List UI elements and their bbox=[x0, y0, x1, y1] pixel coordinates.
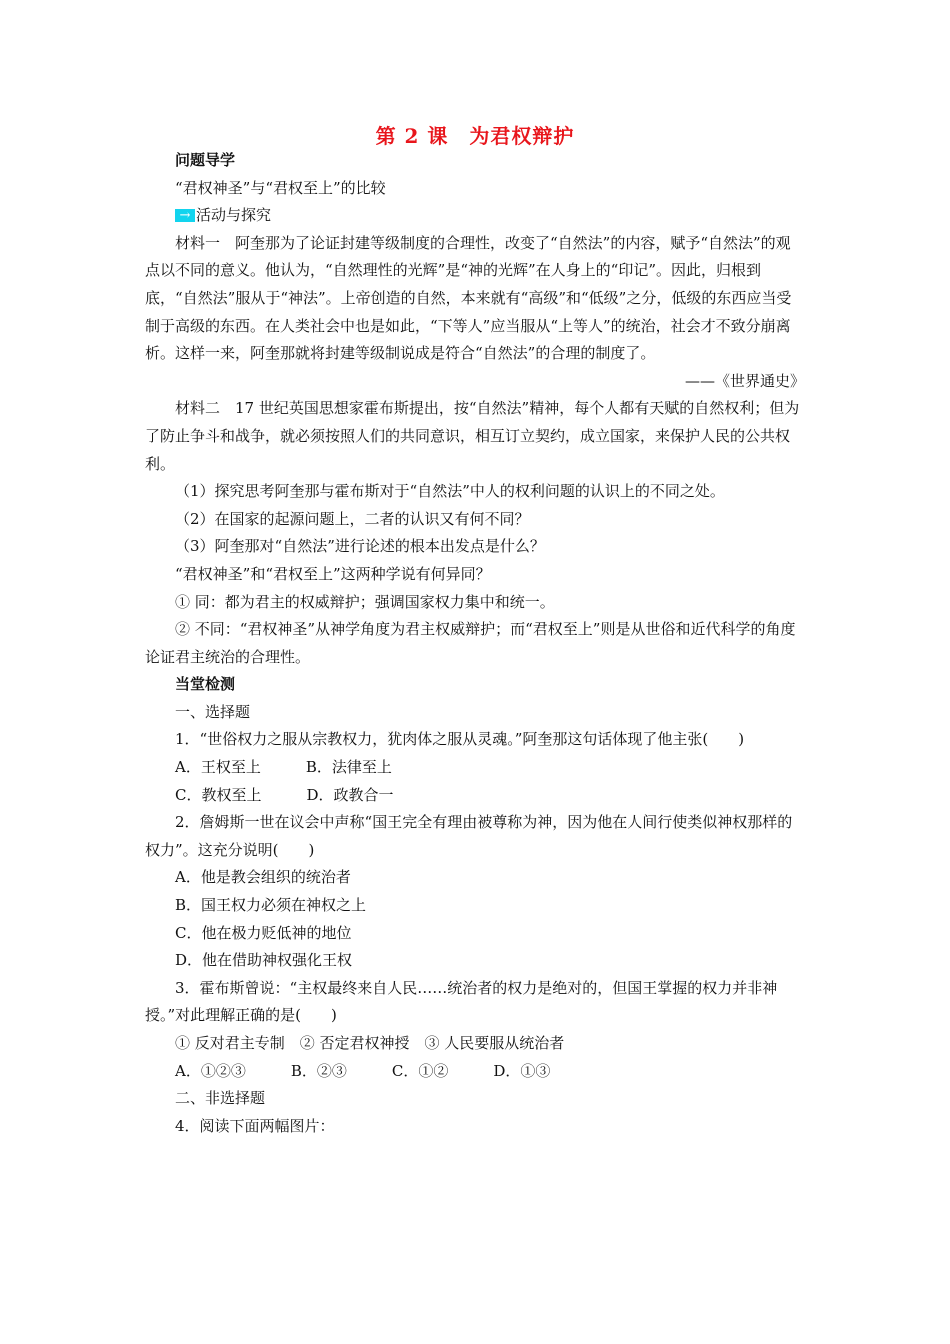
item-1-options-row-2: C．教权至上 D．政教合一 bbox=[175, 785, 394, 804]
compare-question: “君权神圣”和“君权至上”这两种学说有何异同？ bbox=[175, 564, 491, 583]
lesson-content bbox=[145, 147, 805, 1140]
item-2-option-a: A．他是教会组织的统治者 bbox=[175, 868, 351, 887]
question-3: （3）阿奎那对“自然法”进行论述的根本出发点是什么？ bbox=[175, 537, 545, 556]
activity-row bbox=[145, 202, 805, 230]
material-one-source: ——《世界通史》 bbox=[684, 371, 805, 390]
item-2-stem: 2．詹姆斯一世在议会中声称“国王完全有理由被尊称为神，因为他在人间行使类似神权那样的权力”。这充分说明( ) bbox=[145, 813, 793, 859]
item-2-option-d: D．他在借助神权强化王权 bbox=[175, 951, 353, 970]
material-two: 材料二 17 世纪英国思想家霍布斯提出，按“自然法”精神，每个人都有天赋的自然权利；但为了防止争斗和战争，就必须按照人们的共同意识，相互订立契约，成立国家，来保护人民的公共权利。 bbox=[145, 399, 800, 473]
page-title: 第 2 课 为君权辩护 bbox=[375, 124, 575, 148]
item-1-stem: 1．“世俗权力之服从宗教权力，犹肉体之服从灵魂。”阿奎那这句话体现了他主张( ) bbox=[175, 730, 745, 749]
arrow-right-icon: → bbox=[175, 209, 195, 222]
test-heading: 当堂检测 bbox=[175, 675, 236, 694]
question-1: （1）探究思考阿奎那与霍布斯对于“自然法”中人的权利问题的认识上的不同之处。 bbox=[175, 482, 725, 501]
answer-same: ① 同：都为君主的权威辩护；强调国家权力集中和统一。 bbox=[175, 592, 555, 611]
question-2: （2）在国家的起源问题上，二者的认识又有何不同？ bbox=[175, 509, 530, 528]
item-2-option-b: B．国王权力必须在神权之上 bbox=[175, 896, 367, 915]
part-one-heading: 一、选择题 bbox=[175, 702, 251, 721]
item-3-options: A．①②③ B．②③ C．①② D．①③ bbox=[175, 1061, 551, 1080]
guide-heading: 问题导学 bbox=[175, 151, 236, 169]
answer-different: ② 不同：“君权神圣”从神学角度为君主权威辩护；而“君权至上”则是从世俗和近代科学的角度论证君主统治的合理性。 bbox=[145, 620, 796, 666]
item-3-statements: ① 反对君主专制 ② 否定君权神授 ③ 人民要服从统治者 bbox=[175, 1034, 565, 1052]
material-one: 材料一 阿奎那为了论证封建等级制度的合理性，改变了“自然法”的内容，赋予“自然法”的观点以不同的意义。他认为，“自然理性的光辉”是“神的光辉”在人身上的“印记”。因此，归根到底，“自然法”服从于“神法”。上帝创造的自然，本来就有“高级”和“低级”之分，低级的东西应当受制于高级的东西。在人类社会中也是如此，“下等人”应当服从“上等人”的统治，社会才不致分崩离析。这样一来，阿奎那就将封建等级制说成是符合“自然法”的合理的制度了。 bbox=[145, 233, 792, 363]
guide-subtitle: “君权神圣”与“君权至上”的比较 bbox=[175, 178, 386, 197]
item-2-option-c: C．他在极力贬低神的地位 bbox=[175, 923, 352, 942]
item-3-stem: 3．霍布斯曾说：“主权最终来自人民……统治者的权力是绝对的，但国王掌握的权力并非神授。”对此理解正确的是( ) bbox=[145, 978, 778, 1025]
part-two-heading: 二、非选择题 bbox=[175, 1089, 266, 1108]
item-1-options-row-1: A．王权至上 B．法律至上 bbox=[175, 758, 392, 777]
activity-label: 活动与探究 bbox=[196, 206, 272, 225]
item-4-stem: 4．阅读下面两幅图片： bbox=[175, 1116, 335, 1135]
